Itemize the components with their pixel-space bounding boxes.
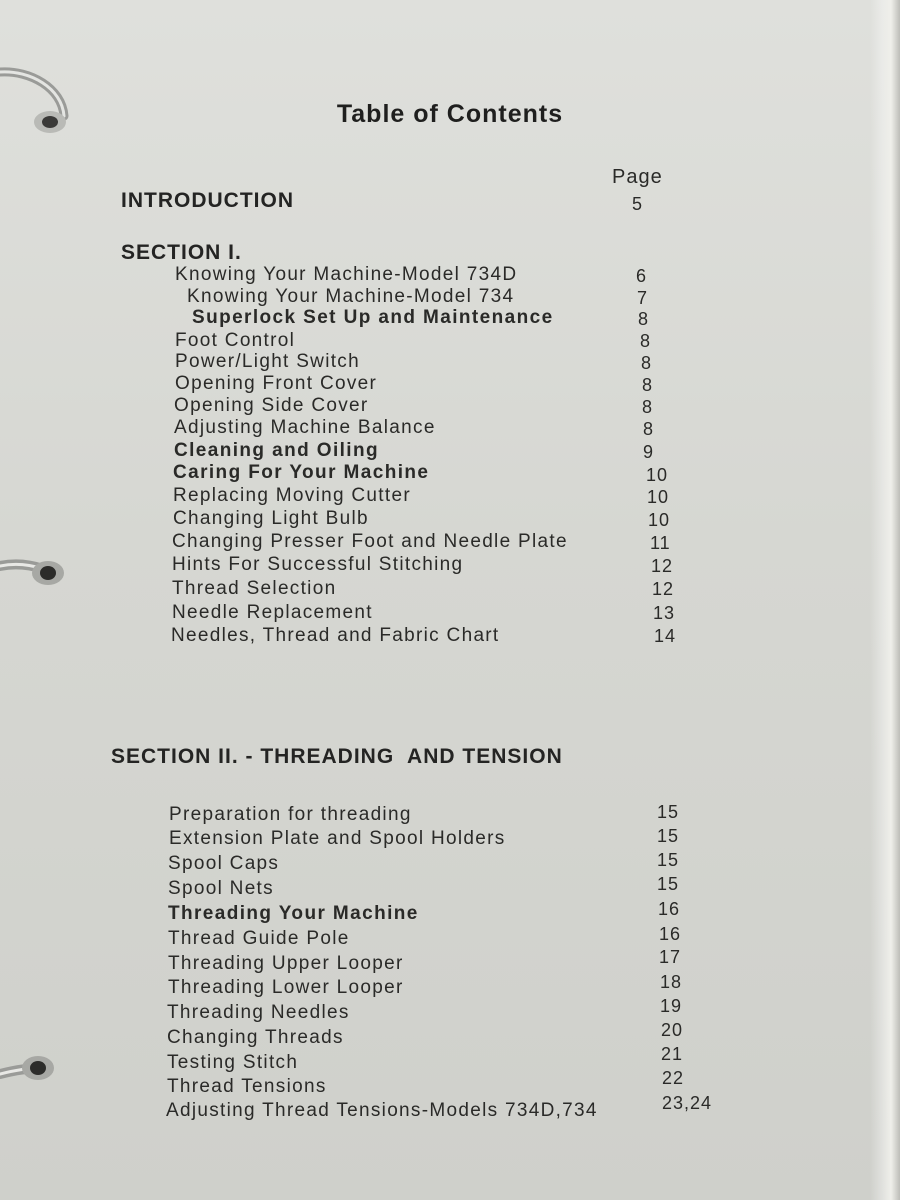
toc-entry: Needle Replacement [172,602,373,623]
toc-entry: Knowing Your Machine-Model 734 [187,286,515,307]
toc-page: 10 [648,510,671,530]
section2-heading: SECTION II. - THREADING AND TENSION [111,745,563,768]
toc-page: 22 [662,1068,685,1088]
toc-page: 16 [659,924,682,944]
binder-ring-icon [0,1040,90,1110]
toc-page: 8 [642,397,654,417]
toc-page: 23,24 [662,1093,713,1113]
toc-entry: Adjusting Thread Tensions-Models 734D,734 [166,1100,598,1121]
toc-entry: Adjusting Machine Balance [174,417,436,438]
page-column-label: Page [612,166,663,188]
toc-entry: Thread Selection [172,578,337,599]
toc-entry: Spool Caps [168,853,280,874]
page-edge [870,0,900,1200]
toc-page: 15 [657,826,680,846]
toc-entry: Caring For Your Machine [173,462,430,483]
toc-entry: Preparation for threading [169,804,412,825]
toc-entry: Opening Side Cover [174,395,369,416]
toc-page: 6 [636,266,648,286]
toc-page: 9 [643,442,655,462]
toc-page: 15 [657,850,680,870]
toc-entry: Hints For Successful Stitching [172,554,464,575]
toc-page: 10 [647,487,670,507]
toc-page: 17 [659,947,682,967]
toc-page: 13 [653,603,676,623]
toc-entry: Spool Nets [168,878,274,899]
toc-entry: Power/Light Switch [175,351,360,372]
toc-entry: Cleaning and Oiling [174,440,379,461]
introduction-heading: INTRODUCTION [121,189,294,212]
toc-page: 12 [652,579,675,599]
toc-page: 11 [650,533,671,553]
toc-page: 19 [660,996,683,1016]
page-title: Table of Contents [336,100,564,128]
toc-entry: Needles, Thread and Fabric Chart [171,625,500,646]
toc-entry: Thread Tensions [167,1076,327,1097]
toc-page: 7 [637,288,649,308]
toc-entry: Testing Stitch [167,1052,299,1073]
toc-page: 8 [643,419,655,439]
toc-page: 8 [642,375,654,395]
toc-entry: Changing Light Bulb [173,508,369,529]
toc-page: 8 [640,331,652,351]
toc-page: 10 [646,465,669,485]
binder-ring-icon [0,540,90,610]
section1-heading: SECTION I. [121,241,242,264]
toc-page: 15 [657,874,680,894]
toc-entry: Changing Threads [167,1027,344,1048]
toc-page: 18 [660,972,683,992]
toc-entry: Knowing Your Machine-Model 734D [175,264,518,285]
toc-page: 14 [654,626,677,646]
toc-entry: Threading Upper Looper [168,953,404,974]
toc-entry: Threading Lower Looper [168,977,404,998]
toc-entry: Opening Front Cover [175,373,378,394]
toc-entry: Foot Control [175,330,296,351]
toc-page: 15 [657,802,680,822]
toc-entry: Changing Presser Foot and Needle Plate [172,531,568,552]
toc-page: 20 [661,1020,684,1040]
toc-entry: Replacing Moving Cutter [173,485,411,506]
toc-page: 8 [641,353,653,373]
toc-entry: Threading Your Machine [168,903,419,924]
toc-page: 16 [658,899,681,919]
toc-entry: Extension Plate and Spool Holders [169,828,506,849]
toc-page: 21 [661,1044,684,1064]
toc-entry: Thread Guide Pole [168,928,350,949]
toc-page: 8 [638,309,650,329]
introduction-page: 5 [632,194,644,214]
toc-entry: Superlock Set Up and Maintenance [192,307,554,328]
toc-entry: Threading Needles [167,1002,350,1023]
toc-page: 12 [651,556,674,576]
